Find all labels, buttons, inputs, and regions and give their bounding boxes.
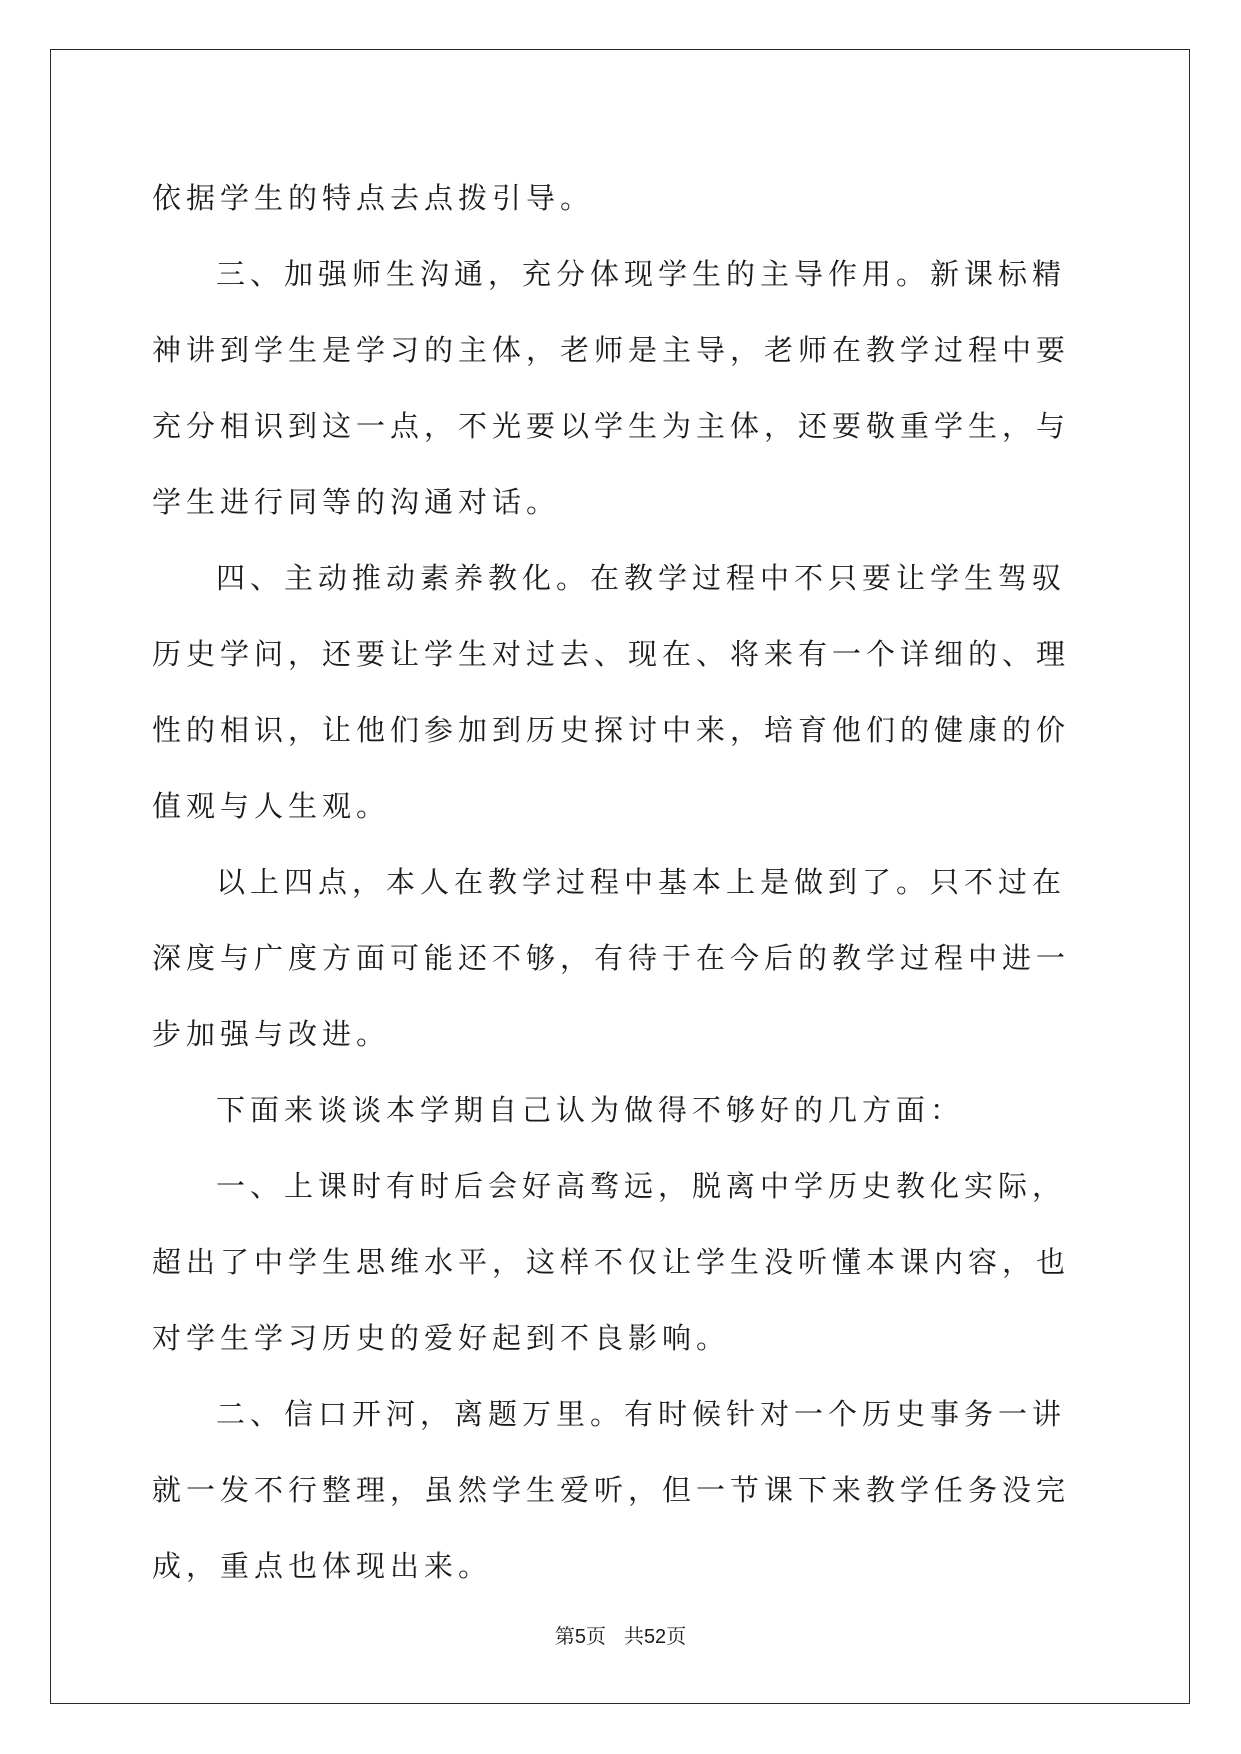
- page-number: 5: [574, 1626, 586, 1648]
- page-suffix: 页: [585, 1624, 606, 1648]
- paragraph: 二、信口开河，离题万里。有时候针对一个历史事务一讲就一发不行整理，虽然学生爱听，但一节课下来教学任务没完成，重点也体现出来。: [152, 1397, 1071, 1583]
- paragraph: 下面来谈谈本学期自己认为做得不够好的几方面：: [216, 1093, 965, 1127]
- paragraph: 四、主动推动素养教化。在教学过程中不只要让学生驾驭历史学问，还要让学生对过去、现在、将来有一个详细的、理性的相识，让他们参加到历史探讨中来，培育他们的健康的价值观与人生观。: [152, 561, 1071, 823]
- document-body: [152, 160, 1092, 1604]
- total-pages: 52: [643, 1626, 667, 1648]
- paragraph: 三、加强师生沟通，充分体现学生的主导作用。新课标精神讲到学生是学习的主体，老师是主导，老师在教学过程中要充分相识到这一点，不光要以学生为主体，还要敬重学生，与学生进行同等的沟通对话。: [152, 257, 1071, 519]
- page-footer: [0, 1620, 1241, 1649]
- paragraph: 以上四点，本人在教学过程中基本上是做到了。只不过在深度与广度方面可能还不够，有待于在今后的教学过程中进一步加强与改进。: [152, 865, 1071, 1051]
- total-prefix: 共: [623, 1624, 644, 1648]
- page-prefix: 第: [554, 1624, 575, 1648]
- paragraph: 一、上课时有时后会好高骛远，脱离中学历史教化实际，超出了中学生思维水平，这样不仅让学生没听懂本课内容，也对学生学习历史的爱好起到不良影响。: [152, 1169, 1071, 1355]
- paragraph: 依据学生的特点去点拨引导。: [152, 181, 595, 215]
- total-suffix: 页: [666, 1624, 687, 1648]
